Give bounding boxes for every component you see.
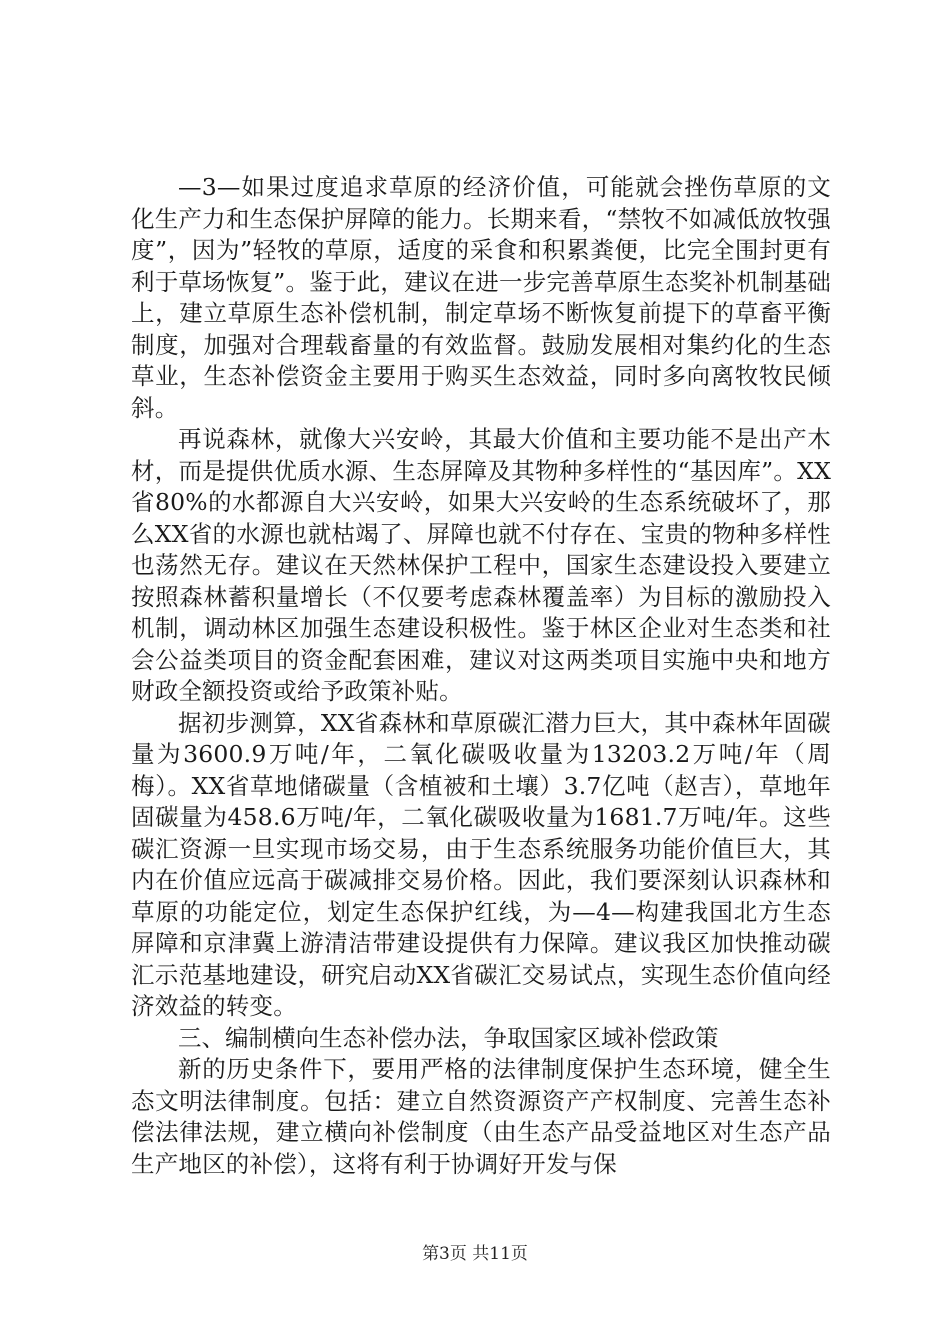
page-number-footer: 第3页 共11页 xyxy=(422,1244,528,1264)
paragraph-forest: 再说森林，就像大兴安岭，其最大价值和主要功能不是出产木材，而是提供优质水源、生态屏障及其物种多样性的“基因库”。XX省80%的水都源自大兴安岭，如果大兴安岭的生态系统破坏了，那么XX省的水源也就枯竭了、屏障也就不付存在、宝贵的物种多样性也荡然无存。建议在天然林保护工程中，国家生态建设投入要建立按照森林蓄积量增长（不仅要考虑森林覆盖率）为目标的激励投入机制，调动林区加强生态建设积极性。鉴于林区企业对生态类和社会公益类项目的资金配套困难，建议对这两类项目实施中央和地方财政全额投资或给予政策补贴。 xyxy=(131,425,831,705)
paragraph-carbon-sink: 据初步测算，XX省森林和草原碳汇潜力巨大，其中森林年固碳量为3600.9万吨/年，二氧化碳吸收量为13203.2万吨/年（周梅）。XX省草地储碳量（含植被和土壤）3.7亿吨（赵吉），草地年固碳量为458.6万吨/年，二氧化碳吸收量为1681.7万吨/年。这些碳汇资源一旦实现市场交易，由于生态系统服务功能价值巨大，其内在价值应远高于碳减排交易价格。因此，我们要深刻认识森林和草原的功能定位，划定生态保护红线，为—4—构建我国北方生态屏障和京津冀上游清洁带建设提供有力保障。建议我区加快推动碳汇示范基地建设，研究启动XX省碳汇交易试点，实现生态价值向经济效益的转变。 xyxy=(131,708,831,1020)
section-heading: 三、编制横向生态补偿办法，争取国家区域补偿政策 xyxy=(178,1023,719,1052)
document-body xyxy=(131,172,831,1180)
paragraph-legal-system: 新的历史条件下，要用严格的法律制度保护生态环境，健全生态文明法律制度。包括：建立自然资源资产产权制度、完善生态补偿法律法规，建立横向补偿制度（由生态产品受益地区对生态产品生产地区的补偿），这将有利于协调好开发与保 xyxy=(131,1055,831,1178)
paragraph-grassland: —3—如果过度追求草原的经济价值，可能就会挫伤草原的文化生产力和生态保护屏障的能力。长期来看，“禁牧不如减低放牧强度”，因为”轻牧的草原，适度的采食和积累粪便，比完全围封更有利于草场恢复”。鉴于此，建议在进一步完善草原生态奖补机制基础上，建立草原生态补偿机制，制定草场不断恢复前提下的草畜平衡制度，加强对合理载畜量的有效监督。鼓励发展相对集约化的生态草业，生态补偿资金主要用于购买生态效益，同时多向离牧牧民倾斜。 xyxy=(131,173,831,422)
